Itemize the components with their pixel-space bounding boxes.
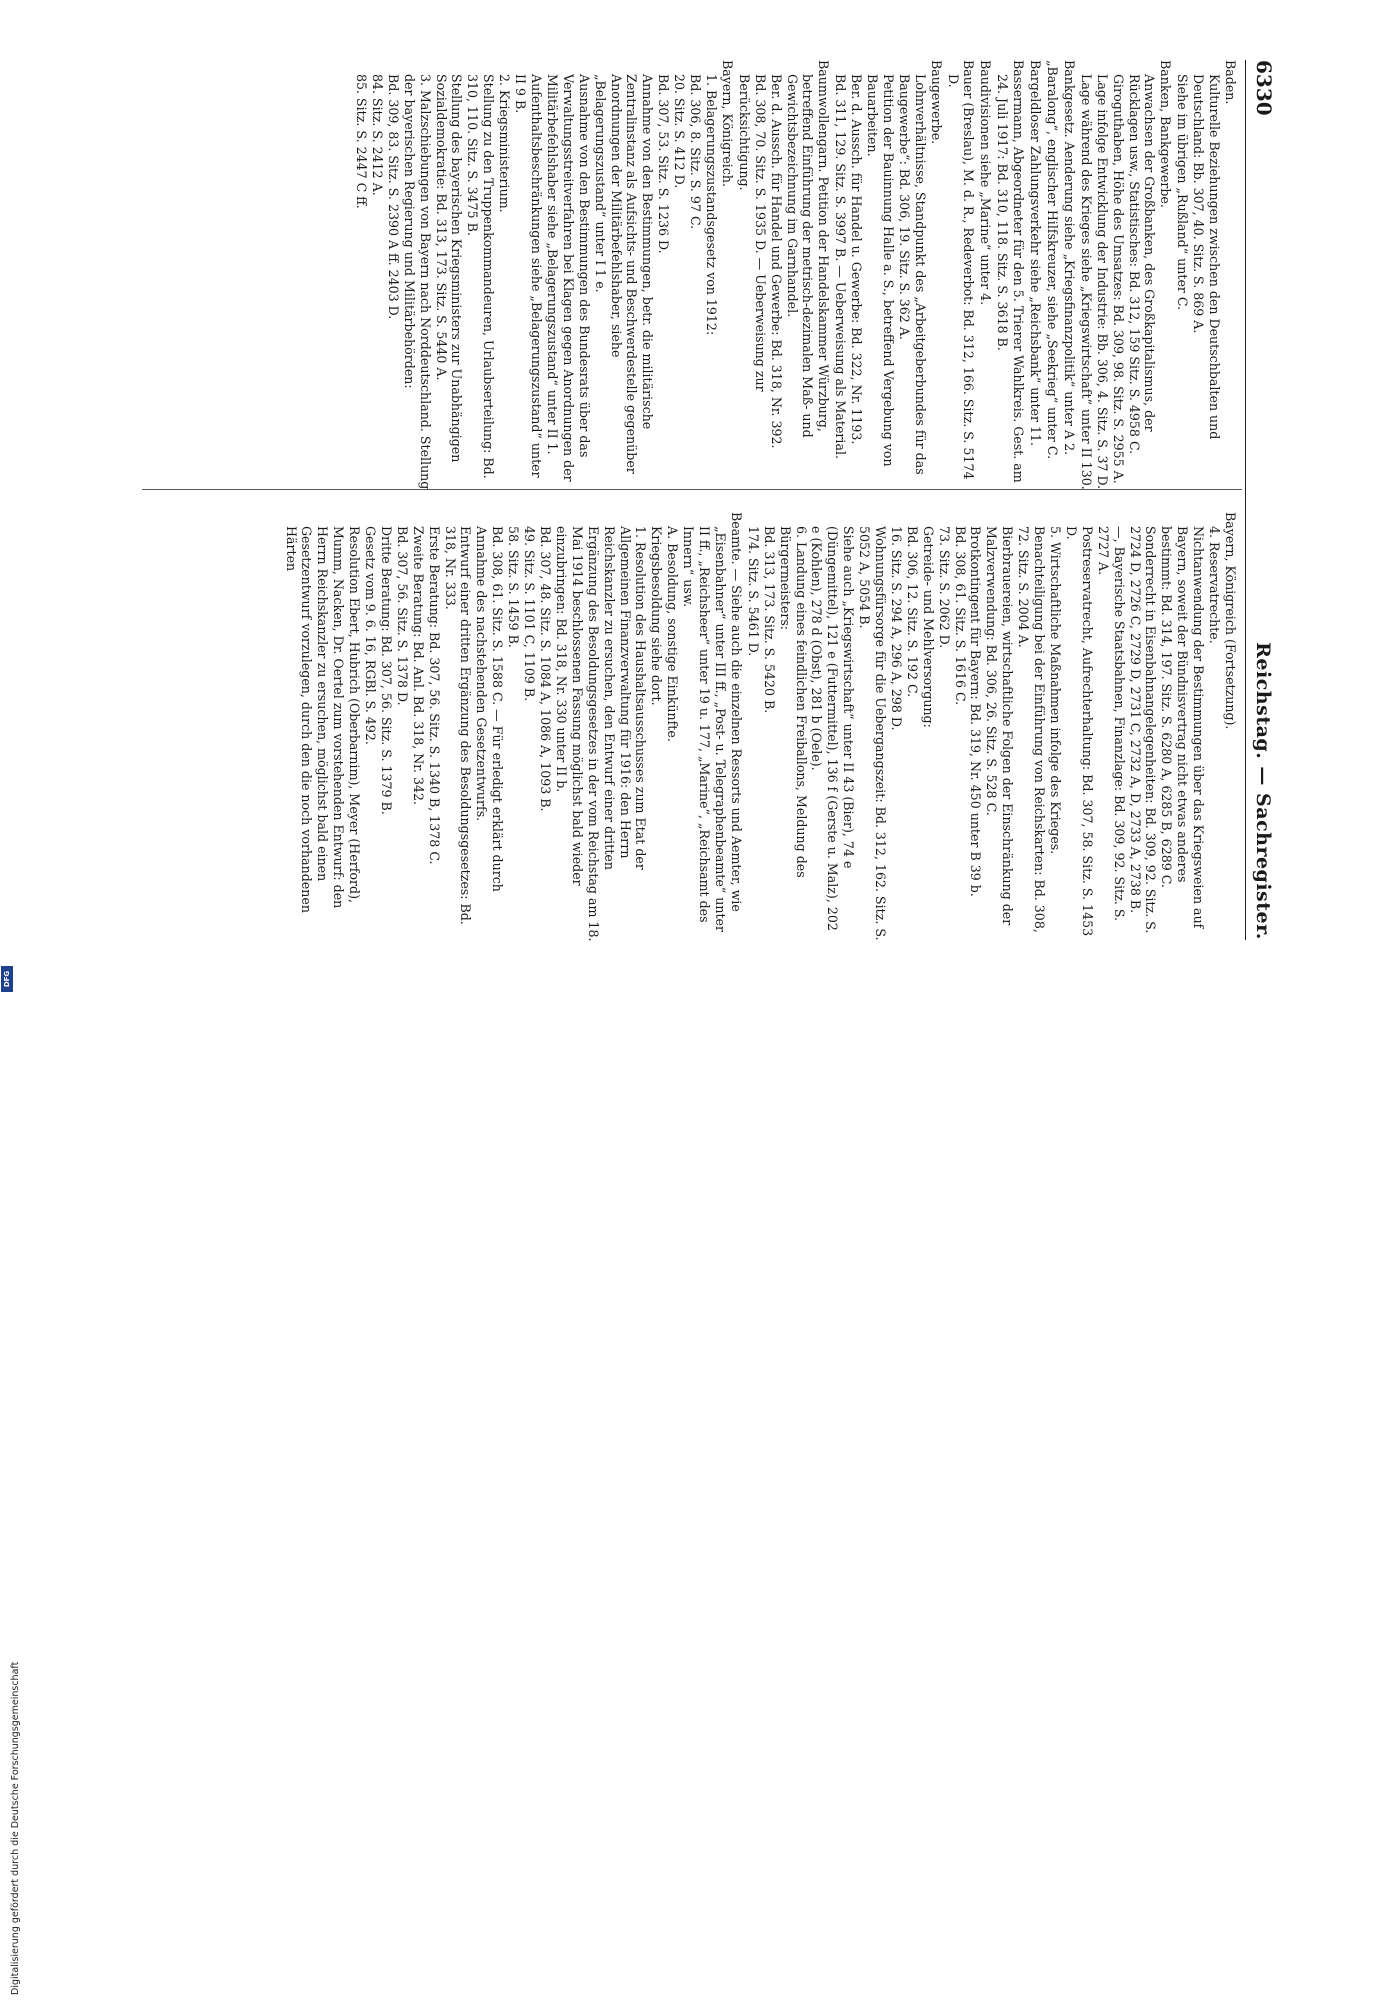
page-number: 6330 — [1252, 60, 1276, 116]
entry-bauer: Bauer (Breslau), M. d. R., Redeverbot: Bd. 312, 166. Sitz. S. 5174 D. — [945, 60, 977, 480]
entry-bayern: Bayern, Königreich. 1. Belagerungszustandsgesetz von 1912: Bd. 306, 8. Sitz. S. 97 C. 20. Sitz. S. 412 D. Bd. 307, 53. Sitz. S. 1236 D. Annahme von den Bestimmungen, betr. die militärische Zentralinstanz als Aufsichts- und Beschwerdestelle gegenüber Anordnungen der Militärbefehlshaber, siehe „Belagerungszustand“ unter I 1 e. Ausnahme von den Bestimmungen des Bundesrats über das Verwaltungsstreitverfahren bei Klagen gegen Anordnungen der Militärbefehlshaber siehe „Belagerungszustand“ unter II 1. Aufenthaltsbeschränkungen siehe „Belagerungszustand“ unter II 9 B. 2. Kriegsministerium. Stellung zu den Truppenkommandeuren, Urlaubserteilung: Bd. 310, 110. Sitz. S. 3475 B. Stellung des bayerischen Kriegsministers zur Unabhängigen Sozialdemokratie: Bd. 313, 173. Sitz. S. 5440 A. 3. Malzschiebungen von Bayern nach Norddeutschland. Stellung der bayerischen Regierung und Militärbehörden: Bd. 309, 83. Sitz. S. 2390 A ff. 2403 D. 84. Sitz. S. 2412 A. 85. Sitz. S. 2447 C ff. — [354, 60, 735, 490]
left-column — [352, 60, 1238, 490]
dfg-logo-text: DFG — [3, 970, 11, 988]
entry-bassermann: Bassermann, Abgeordneter für den 5. Trierer Wahlkreis. Gest. am 24. Juli 1917: Bd. 310, 118. Sitz. S. 3618 B. — [995, 60, 1027, 483]
entry-banken: Banken, Bankgewerbe. Anwachsen der Großbanken, des Großkapitalismus, der Rücklagen usw., Statistisches: Bd. 312, 159 Sitz. S. 4958 C. Giroguthaben, Höhe des Umsatzes: Bd. 309, 98. Sitz. S. 2955 A. Lage infolge Entwicklung der Industrie: Bb. 306, 4. Sitz. S. 37 D. Lage während des Krieges siehe „Kriegswirtschaft“ unter II 130. — [1078, 60, 1174, 490]
entry-baralong: „Baralong“, englischer Hilfskreuzer, siehe „Seekrieg“ unter C. — [1045, 60, 1061, 460]
entry-bayern-continued: Bayern, Königreich (Fortsetzung). 4. Reservatrechte. Nichtanwendung der Bestimmungen über das Kriegsweien auf Bayern, soweit der Bündnisvertrag nicht etwas anderes bestimmt: Bd. 314, 197. Sitz. S. 6280 A, 6285 B, 6289 C. Sonderrecht in Eisenbahnangelegenheiten: Bd. 309, 92. Sitz. S. 2724 D, 2726 C, 2729 D, 2731 C, 2732 A, D, 2733 A, 2738 B. —, Bayerische Staatsbahnen, Finanzlage: Bd. 309, 92. Sitz. S. 2727 A. Postreservatrecht, Aufrechterhaltung: Bd. 307, 58. Sitz. S. 1453 D. 5. Wirtschaftliche Maßnahmen infolge des Krieges. Benachteiligung bei der Einführung von Reichskarten: Bd. 308, 72. Sitz. S. 2004 A. Bierbrauereien, wirtschaftliche Folgen der Einschränkung der Malzverwendung: Bd. 306, 26. Sitz. S. 528 C. Brotkontingent für Bayern: Bd. 319, Nr. 450 unter B 39 b. Bd. 308, 61. Sitz. S. 1616 C. 73. Sitz. S. 2062 D. Getreide- und Mehlversorgung: Bd. 306, 12. Sitz. S. 192 C. 16. Sitz. S. 294 A, 296 A, 298 D. Wohnungsfürsorge für die Uebergangszeit: Bd. 312, 162. Sitz. S. 5052 A, 5054 B. Siehe auch „Kriegswirtschaft“ unter II 43 (Bier), 74 e (Düngemittel), 121 e (Futtermittel), 136 f (Gerste u. Malz), 202 e (Kohlen), 278 d (Obst), 281 b (Oele). 6. Landung eines feindlichen Freiballons, Meldung des Bürgermeisters: Bd. 313, 173. Sitz. S. 5420 B. 174. Sitz. S. 5461 D. — [745, 512, 1238, 941]
entry-beamte: Beamte. — Siehe auch die einzelnen Ressorts und Aemter, wie „Eisenbahner“ unter III ff., „Post- u. Telegraphenbeamte“ unter II ff., „Reichsheer“ unter 19 u. 177, „Marine“, „Reichsamt des Innern“ usw. A. Besoldung, sonstige Einkünfte. Kriegsbesoldung siehe dort. 1. Resolution des Haushaltsausschusses zum Etat der Allgemeinen Finanzverwaltung für 1916: den Herrn Reichskanzler zu ersuchen, den Entwurf einer dritten Ergänzung des Besoldungsgesetzes in der vom Reichstag am 18. Mai 1914 beschlossenen Fassung möglichst bald wieder einzubringen: Bd. 318, Nr. 330 unter II b. Bd. 307, 48. Sitz. S. 1084 A, 1086 A, 1093 B. 49. Sitz. S. 1101 C, 1109 B. 58. Sitz. S. 1459 B. Bd. 308, 61. Sitz. S. 1588 C. — Für erledigt erklärt durch Annahme des nachstehenden Gesetzentwurfs. Entwurf einer dritten Ergänzung des Besoldungsgesetzes: Bd. 318, Nr. 333. Erste Beratung: Bd. 307, 56. Sitz. S. 1340 B, 1378 C. Zweite Beratung: Bd. Anl. Bd. 318, Nr. 342. Bd. 307, 56. Sitz. S. 1378 D. Dritte Beratung: Bd. 307, 56. Sitz. S. 1379 B. Gesetz vom 9. 6. 16, RGBl. S. 492. Resolution Ebert, Hubrich (Oberbarnim), Meyer (Herford), Mumm, Nacken, Dr. Oertel zum vorstehenden Entwurf: den Herrn Reichskanzler zu ersuchen, möglichst bald einen Gesetzentwurf vorzulegen, durch den die noch vorhandenen Härten — [283, 512, 744, 942]
running-title: Reichstag. — Sachregister. — [1252, 642, 1274, 940]
page-header — [1245, 60, 1280, 940]
entry-baden: Baden. Kulturelle Beziehungen zwischen den Deutschbalten und Deutschland: Bb. 307, 40. Sitz. S. 869 A. Siehe im übrigen „Rußland“ unter C. — [1175, 60, 1238, 440]
entry-baumwollengarn: Baumwollengarn. Petition der Handelskammer Würzburg, betreffend Einführung der metrisch-dezimalen Maß- und Gewichtsbezeichnung im Garnhandel. Ber. d. Aussch. für Handel und Gewerbe: Bd. 318, Nr. 392. Bd. 308, 70. Sitz. S. 1935 D. — Ueberweisung zur Berücksichtigung. — [736, 60, 832, 449]
entry-bankgesetz: Bankgesetz. Aenderung siehe „Kriegsfinanzpolitik“ unter A 2. — [1061, 60, 1077, 456]
digitization-note-text: Digitalisierung gefördert durch die Deutsche Forschungsgemeinschaft — [10, 1661, 21, 1995]
entry-bargeldloser-zahlungsverkehr: Bargeldloser Zahlungsverkehr siehe „Reichsbank“ unter 11. — [1028, 60, 1044, 447]
digitization-note — [0, 1000, 21, 2000]
right-column — [282, 512, 1238, 942]
entry-baugewerbe: Baugewerbe. Lohnverhältnisse, Standpunkt des „Arbeitgeberbundes für das Baugewerbe“: Bd. 306, 19. Sitz. S. 362 A. Petition der Bauinnung Halle a. S., betreffend Vergebung von Bauarbeiten. Ber. d. Aussch. für Handel u. Gewerbe: Bd. 322, Nr. 1193. Bd. 311, 129. Sitz. S. 3997 B. — Ueberweisung als Material. — [833, 60, 944, 475]
rotated-page-content — [0, 0, 1290, 1000]
dfg-logo — [1, 966, 13, 992]
entry-baudivisionen: Baudivisionen siehe „Marine“ unter 4. — [978, 60, 994, 306]
